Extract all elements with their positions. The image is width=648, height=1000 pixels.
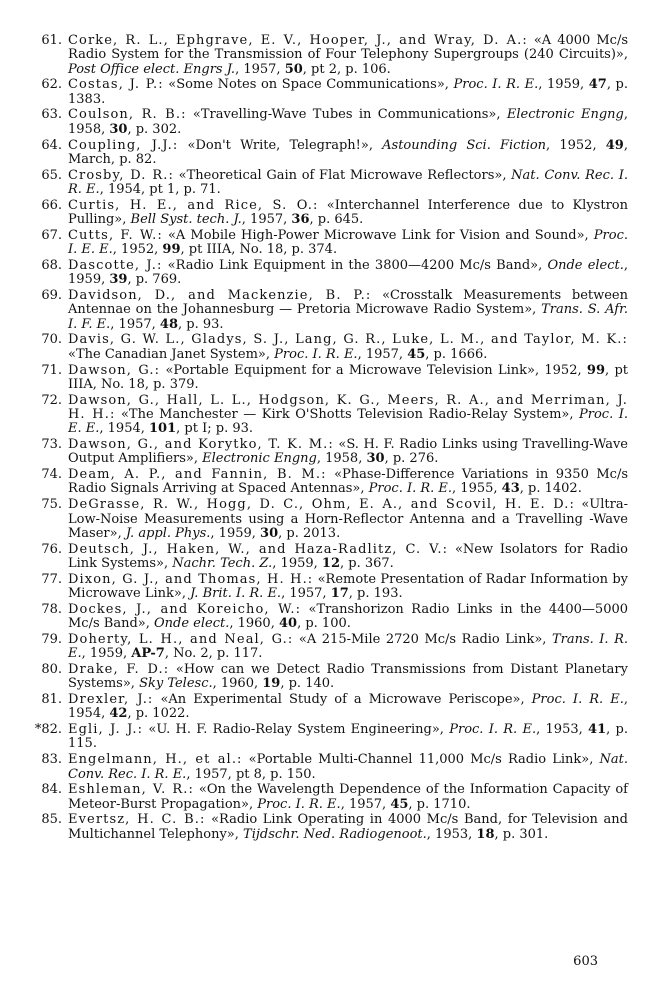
- reference-entry: [26, 34, 628, 77]
- reference-pages: , p. 1022.: [127, 706, 190, 722]
- reference-volume: 99: [162, 242, 181, 258]
- reference-number: 66.: [41, 197, 62, 213]
- reference-journal: Trans. I. R. E.: [68, 631, 629, 662]
- reference-entry: [26, 723, 628, 752]
- reference-entry: [26, 169, 628, 198]
- reference-year: 1952,: [544, 362, 587, 378]
- reference-entry: [26, 108, 628, 137]
- reference-authors: Deam, A. P., and Fannin, B. M.:: [68, 467, 327, 483]
- reference-entry: [26, 333, 628, 362]
- reference-authors: Drexler, J.:: [68, 692, 154, 708]
- reference-number: 62.: [41, 77, 62, 93]
- reference-journal: Proc. I. R. E.: [453, 77, 539, 93]
- reference-number: 68.: [41, 257, 62, 273]
- reference-number: 84.: [41, 782, 62, 798]
- reference-entry: [26, 364, 628, 393]
- reference-authors: Cutts, F. W.:: [68, 227, 163, 243]
- reference-journal: Nat. Conv. Rec. I. R. E.: [68, 167, 629, 197]
- reference-year: , 1954, pt 1, p. 71.: [99, 181, 221, 197]
- reference-title: «Ultra-Low-Noise Measurements using a Horn-Reflector Antenna and a Travelling -Wave Maser»,: [68, 497, 628, 541]
- reference-volume: 12: [321, 555, 340, 571]
- reference-journal: Astounding Sci. Fiction: [382, 137, 547, 153]
- reference-journal: Proc. I. R. E.: [368, 481, 453, 497]
- reference-authors: Dockes, J., and Koreicho, W.:: [68, 601, 302, 617]
- reference-authors: Corke, R. L., Ephgrave, E. V., Hooper, J., and Wray, D. A.:: [68, 33, 528, 48]
- reference-volume: 40: [278, 616, 298, 632]
- reference-number: 70.: [41, 332, 62, 348]
- reference-entry: [26, 259, 628, 288]
- reference-entry: [26, 78, 628, 107]
- reference-pages: , pt IIIA, No. 18, p. 379.: [68, 362, 628, 392]
- reference-pages: , p. 115.: [68, 722, 628, 752]
- reference-year: , 1957,: [340, 796, 391, 812]
- reference-journal: Bell Syst. tech. J.: [130, 212, 242, 228]
- reference-pages: , pt IIIA, No. 18, p. 374.: [180, 242, 338, 258]
- reference-entry: [26, 289, 628, 332]
- reference-year: , 1957,: [281, 585, 331, 601]
- reference-year: , 1955,: [452, 481, 502, 497]
- reference-list: [26, 34, 628, 842]
- reference-pages: , pt 2, p. 106.: [302, 61, 391, 77]
- reference-journal: Onde elect.: [154, 616, 230, 632]
- reference-journal: Proc. I. R. E.: [274, 346, 358, 362]
- reference-pages: , p. 93.: [178, 316, 224, 332]
- reference-number: 72.: [41, 392, 62, 408]
- reference-number: 80.: [41, 661, 62, 677]
- reference-entry: [26, 753, 628, 782]
- reference-year: , 1957,: [241, 212, 292, 228]
- reference-volume: 101: [149, 421, 177, 437]
- reference-volume: 39: [109, 272, 128, 288]
- reference-volume: 18: [476, 826, 495, 842]
- reference-year: , 1960,: [212, 676, 263, 692]
- reference-journal: Trans. S. Afr. I. F. E.: [68, 302, 628, 332]
- reference-year: , 1954,: [99, 421, 150, 437]
- reference-title: «An Experimental Study of a Microwave Periscope»,: [153, 692, 532, 708]
- reference-authors: Dascotte, J.:: [68, 257, 163, 273]
- reference-journal: Proc. I. E. E.: [68, 406, 628, 437]
- reference-pages: , March, p. 82.: [68, 137, 628, 167]
- reference-volume: 49: [605, 137, 624, 153]
- reference-title: «Phase-Difference Variations in 9350 Mc/s Radio Signals Arriving at Spaced Antennas»,: [68, 467, 628, 497]
- reference-authors: Dawson, G., Hall, L. L., Hodgson, K. G., Meers, R. A., and Merriman, J. H. H.:: [68, 392, 628, 422]
- reference-pages: , p. 1666.: [425, 346, 488, 362]
- reference-pages: , p. 2013.: [278, 525, 341, 541]
- reference-volume: 36: [291, 212, 310, 228]
- reference-title: «How can we Detect Radio Transmissions from Distant Planetary Systems»,: [68, 661, 628, 692]
- reference-authors: Engelmann, H., et al.:: [68, 752, 243, 768]
- reference-number: 73.: [41, 437, 62, 453]
- reference-journal: Nachr. Tech. Z.: [172, 555, 273, 571]
- reference-year: , 1959,: [81, 646, 132, 662]
- reference-journal: Electronic Engng: [202, 451, 317, 467]
- reference-number: 65.: [41, 167, 62, 183]
- reference-authors: Dawson, G.:: [68, 362, 161, 378]
- reference-title: «Travelling-Wave Tubes in Communications»,: [186, 107, 507, 123]
- reference-year: , 1959,: [538, 77, 589, 93]
- reference-title: «Portable Equipment for a Microwave Television Link»,: [160, 362, 545, 378]
- reference-title: «Radio Link Operating in 4000 Mc/s Band, for Television and Multichannel Telephony»,: [68, 812, 628, 842]
- reference-title: «The Manchester — Kirk O'Shotts Television Radio-Relay System»,: [115, 406, 580, 422]
- reference-number: 63.: [41, 107, 62, 123]
- reference-year: , 1953,: [426, 826, 477, 842]
- reference-number: 74.: [41, 467, 62, 483]
- reference-volume: 47: [588, 77, 607, 93]
- reference-authors: Egli, J. J.:: [68, 722, 144, 738]
- reference-pages: , p. 367.: [340, 555, 394, 571]
- reference-pages: , p. 100.: [297, 616, 351, 632]
- reference-year: , 1953,: [536, 722, 589, 738]
- reference-number: 78.: [41, 601, 62, 617]
- reference-authors: Davidson, D., and Mackenzie, B. P.:: [68, 288, 372, 304]
- reference-title: «Radio Link Equipment in the 3800—4200 Mc/s Band»,: [162, 257, 548, 273]
- reference-authors: Coulson, R. B.:: [68, 107, 187, 123]
- reference-entry: [26, 603, 628, 632]
- reference-pages: , p. 140.: [280, 676, 335, 692]
- reference-entry: [26, 394, 628, 437]
- reference-year: , 1957,: [357, 346, 408, 362]
- reference-year: , 1959,: [68, 257, 629, 288]
- reference-pages: , p. 302.: [127, 121, 182, 137]
- reference-authors: Coupling, J.J.:: [68, 137, 179, 153]
- reference-title: «On the Wavelength Dependence of the Information Capacity of Meteor-Burst Propagation»,: [68, 782, 628, 812]
- reference-journal: J. Brit. I. R. E.: [190, 585, 282, 601]
- reference-authors: Davis, G. W. L., Gladys, S. J., Lang, G. R., Luke, L. M., and Taylor, M. K.:: [68, 332, 628, 348]
- reference-journal: Proc. I. R. E.: [531, 692, 624, 708]
- reference-volume: AP-7: [131, 646, 165, 662]
- reference-entry: [26, 438, 628, 467]
- reference-authors: Dixon, G. J., and Thomas, H. H.:: [68, 571, 314, 587]
- reference-pages: , p. 301.: [494, 826, 549, 842]
- reference-entry: [26, 468, 628, 497]
- reference-entry: [26, 543, 628, 572]
- reference-year: , 1952,: [546, 137, 606, 153]
- reference-volume: 41: [588, 722, 607, 738]
- reference-entry: [26, 783, 628, 812]
- reference-entry: [26, 633, 628, 662]
- reference-title: «Crosstalk Measurements between Antennae on the Johannesburg — Pretoria Microwave Radio System»,: [68, 288, 629, 318]
- reference-title: «Transhorizon Radio Links in the 4400—5000 Mc/s Band»,: [68, 601, 629, 632]
- reference-number: 85.: [41, 812, 62, 828]
- reference-pages: , pt I; p. 93.: [176, 421, 254, 437]
- reference-pages: , p. 1710.: [408, 796, 471, 812]
- reference-title: «Don't Write, Telegraph!»,: [178, 137, 383, 153]
- reference-title: «S. H. F. Radio Links using Travelling-Wave Output Amplifiers»,: [68, 437, 628, 467]
- reference-year: , 1954,: [68, 692, 628, 722]
- reference-journal: Sky Telesc.: [139, 676, 213, 692]
- reference-number: 69.: [41, 288, 62, 304]
- reference-authors: Crosby, D. R.:: [68, 167, 174, 183]
- reference-volume: 42: [109, 706, 128, 722]
- reference-authors: Deutsch, J., Haken, W., and Haza-Radlitz, C. V.:: [68, 541, 449, 557]
- reference-entry: [26, 693, 628, 722]
- reference-number: 71.: [41, 362, 62, 378]
- reference-year: , 1958,: [68, 107, 628, 137]
- reference-volume: 43: [501, 481, 520, 497]
- reference-journal: Proc. I. R. E.: [257, 796, 341, 812]
- reference-journal: Post Office elect. Engrs J.: [68, 61, 236, 77]
- reference-authors: Doherty, L. H., and Neal, G.:: [68, 631, 294, 647]
- reference-pages: , p. 769.: [127, 272, 182, 288]
- reference-journal: Proc. I. E. E.: [68, 227, 628, 258]
- reference-year: , 1959,: [272, 555, 322, 571]
- reference-journal: Onde elect.: [547, 257, 624, 273]
- reference-authors: Costas, J. P.:: [68, 77, 164, 93]
- reference-authors: Evertsz, H. C. B.:: [68, 812, 206, 828]
- reference-year: , 1957, pt 8, p. 150.: [186, 766, 316, 782]
- reference-entry: [26, 663, 628, 692]
- reference-journal: Tijdschr. Ned. Radiogenoot.: [243, 826, 427, 842]
- reference-volume: 50: [284, 61, 303, 77]
- reference-authors: Dawson, G., and Korytko, T. K. M.:: [68, 437, 334, 453]
- reference-entry: [26, 229, 628, 258]
- reference-entry: [26, 139, 628, 168]
- reference-title: «Remote Presentation of Radar Information by Microwave Link»,: [68, 571, 628, 601]
- reference-number: 75.: [41, 497, 62, 513]
- reference-volume: 45: [407, 346, 426, 362]
- reference-title: «New Isolators for Radio Link Systems»,: [68, 541, 629, 571]
- reference-volume: 30: [366, 451, 385, 467]
- reference-title: «U. H. F. Radio-Relay System Engineering»,: [143, 722, 450, 738]
- reference-title: «A 4000 Mc/s Radio System for the Transmission of Four Telephony Supergroups (240 Circuits)»,: [68, 33, 629, 63]
- page-number: 603: [573, 954, 598, 969]
- reference-volume: 45: [390, 796, 409, 812]
- reference-volume: 30: [109, 121, 128, 137]
- reference-entry: [26, 573, 628, 602]
- reference-entry: [26, 199, 628, 228]
- reference-journal: J. appl. Phys.: [125, 525, 211, 541]
- reference-year: , 1957,: [110, 316, 160, 332]
- reference-title: «The Canadian Janet System»,: [68, 346, 275, 362]
- reference-number: 81.: [41, 692, 62, 708]
- reference-authors: DeGrasse, R. W., Hogg, D. C., Ohm, E. A., and Scovil, H. E. D.:: [68, 497, 575, 513]
- reference-entry: [26, 813, 628, 842]
- reference-entry: [26, 498, 628, 541]
- reference-number: 83.: [41, 752, 62, 768]
- reference-year: , 1952,: [112, 242, 163, 258]
- reference-authors: Eshleman, V. R.:: [68, 782, 194, 798]
- reference-journal: Electronic Engng: [506, 107, 624, 123]
- reference-volume: 30: [260, 525, 279, 541]
- reference-number: 64.: [41, 137, 62, 153]
- reference-title: «A 215-Mile 2720 Mc/s Radio Link»,: [293, 631, 552, 647]
- reference-pages: , p. 1383.: [68, 77, 628, 107]
- reference-title: «Interchannel Interference due to Klystron Pulling»,: [68, 197, 628, 228]
- reference-pages: , p. 193.: [348, 585, 403, 601]
- reference-pages: , p. 276.: [384, 451, 439, 467]
- reference-number: 79.: [41, 631, 62, 647]
- reference-authors: Drake, F. D.:: [68, 661, 170, 677]
- reference-title: «Theoretical Gain of Flat Microwave Reflectors»,: [173, 167, 512, 183]
- reference-title: «A Mobile High-Power Microwave Link for Vision and Sound»,: [162, 227, 594, 243]
- reference-journal: Proc. I. R. E.: [449, 722, 537, 738]
- reference-year: , 1958,: [316, 451, 367, 467]
- reference-pages: , No. 2, p. 117.: [164, 646, 263, 662]
- reference-number: 76.: [41, 541, 62, 557]
- reference-year: , 1959,: [210, 525, 261, 541]
- reference-volume: 99: [586, 362, 606, 378]
- reference-number: 61.: [41, 33, 62, 48]
- reference-volume: 48: [159, 316, 179, 332]
- reference-number: *82.: [34, 722, 62, 738]
- reference-number: 77.: [41, 571, 62, 587]
- reference-authors: Curtis, H. E., and Rice, S. O.:: [68, 197, 319, 213]
- reference-pages: , p. 1402.: [519, 481, 582, 497]
- reference-journal: Nat. Conv. Rec. I. R. E.: [68, 752, 628, 782]
- reference-volume: 17: [330, 585, 349, 601]
- reference-year: , 1960,: [229, 616, 279, 632]
- reference-volume: 19: [262, 676, 281, 692]
- reference-pages: , p. 645.: [309, 212, 364, 228]
- reference-year: , 1957,: [235, 61, 285, 77]
- reference-number: 67.: [41, 227, 62, 243]
- reference-title: «Some Notes on Space Communications»,: [163, 77, 454, 93]
- reference-title: «Portable Multi-Channel 11,000 Mc/s Radio Link»,: [242, 752, 600, 768]
